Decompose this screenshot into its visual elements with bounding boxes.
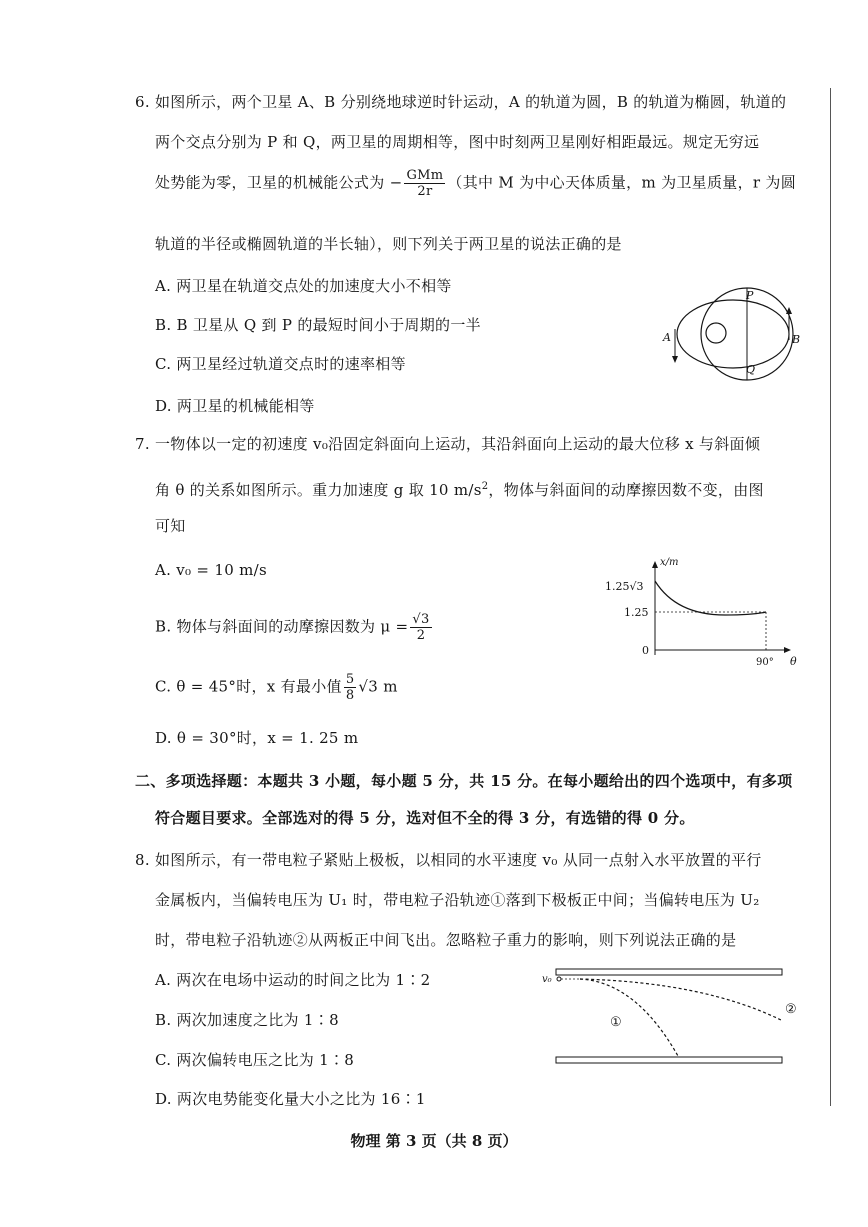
q8-option-d: D. 两次电势能变化量大小之比为 16∶1 bbox=[155, 1090, 426, 1108]
energy-formula-denominator: 2r bbox=[417, 184, 433, 199]
min-numerator: 5 bbox=[345, 672, 355, 687]
particle-icon bbox=[557, 977, 561, 981]
q6-option-d: D. 两卫星的机械能相等 bbox=[155, 397, 315, 415]
v0-label: v₀ bbox=[542, 974, 552, 985]
q6-line-3 bbox=[155, 168, 796, 199]
earth-icon bbox=[706, 323, 726, 343]
y-tick-1-25-sqrt3: 1.25√3 bbox=[605, 580, 644, 593]
q7-line-3: 可知 bbox=[155, 517, 186, 535]
trajectory-1-label: ① bbox=[610, 1015, 622, 1030]
q7-option-c bbox=[155, 672, 398, 703]
q6-option-b: B. B 卫星从 Q 到 P 的最短时间小于周期的一半 bbox=[155, 316, 481, 334]
origin-label: 0 bbox=[642, 644, 649, 657]
q6-line-1: 6. 如图所示，两个卫星 A、B 分别绕地球逆时针运动，A 的轨道为圆，B 的轨道为椭圆，轨道的 bbox=[135, 93, 787, 111]
q6-line-3b: （其中 M 为中心天体质量，m 为卫星质量，r 为圆 bbox=[447, 173, 797, 192]
trajectory-1 bbox=[580, 979, 678, 1056]
q8-line-1: 8. 如图所示，有一带电粒子紧贴上极板，以相同的水平速度 v₀ 从同一点射入水平放置的平行 bbox=[135, 851, 762, 869]
q6-option-a: A. 两卫星在轨道交点处的加速度大小不相等 bbox=[155, 277, 452, 295]
page-footer: 物理 第 3 页（共 8 页） bbox=[350, 1132, 518, 1150]
q7-option-a: A. v₀ = 10 m/s bbox=[155, 561, 267, 579]
q7-line-2a: 角 θ 的关系如图所示。重力加速度 g 取 10 m/s bbox=[155, 481, 482, 499]
lower-plate bbox=[556, 1057, 782, 1063]
q7-option-c-text: C. θ = 45°时，x 有最小值 bbox=[155, 677, 342, 696]
section-2-line-2: 符合题目要求。全部选对的得 5 分，选对但不全的得 3 分，有选错的得 0 分。 bbox=[155, 809, 695, 827]
q7-option-b-text: B. 物体与斜面间的动摩擦因数为 μ = bbox=[155, 617, 409, 636]
y-axis-label: x/m bbox=[660, 557, 679, 568]
label-q: Q bbox=[746, 363, 756, 376]
section-2-line-1: 二、多项选择题：本题共 3 小题，每小题 5 分，共 15 分。在每小题给出的四个选项中，有多项 bbox=[135, 772, 793, 790]
y-axis-arrow-icon bbox=[652, 561, 658, 568]
trajectory-2 bbox=[580, 979, 781, 1020]
energy-formula bbox=[404, 168, 445, 199]
q8-option-c: C. 两次偏转电压之比为 1∶8 bbox=[155, 1051, 355, 1069]
min-fraction bbox=[344, 672, 357, 703]
q7-line-2b: ，物体与斜面间的动摩擦因数不变，由图 bbox=[488, 481, 764, 499]
q6-line-4: 轨道的半径或椭圆轨道的半长轴），则下列关于两卫星的说法正确的是 bbox=[155, 235, 622, 253]
q7-option-d: D. θ = 30°时，x = 1. 25 m bbox=[155, 729, 359, 747]
x-tick-90: 90° bbox=[756, 657, 774, 668]
q7-option-b bbox=[155, 612, 434, 643]
label-b: B bbox=[792, 333, 801, 346]
q6-line-3a: 处势能为零，卫星的机械能公式为 − bbox=[155, 173, 403, 192]
mu-numerator: √3 bbox=[412, 612, 430, 627]
mu-denominator: 2 bbox=[416, 628, 426, 643]
min-denominator: 8 bbox=[345, 688, 355, 703]
q8-line-3: 时，带电粒子沿轨迹②从两板正中间飞出。忽略粒子重力的影响，则下列说法正确的是 bbox=[155, 931, 737, 949]
q6-option-c: C. 两卫星经过轨道交点时的速率相等 bbox=[155, 355, 406, 373]
upper-plate bbox=[556, 969, 782, 975]
x-axis-arrow-icon bbox=[784, 647, 791, 653]
q8-option-a: A. 两次在电场中运动的时间之比为 1∶2 bbox=[155, 971, 431, 989]
y-tick-1-25: 1.25 bbox=[624, 606, 649, 619]
x-theta-curve bbox=[655, 581, 766, 615]
x-theta-graph bbox=[600, 555, 810, 674]
orbit-diagram bbox=[655, 285, 805, 389]
trajectory-2-label: ② bbox=[785, 1002, 797, 1017]
q7-line-2 bbox=[155, 477, 764, 500]
x-axis-label: θ bbox=[790, 655, 797, 668]
label-a: A bbox=[663, 331, 671, 344]
arrow-head-a-icon bbox=[672, 356, 678, 363]
q7-line-2-sup: 2 bbox=[481, 481, 489, 492]
capacitor-diagram bbox=[538, 960, 808, 1074]
q6-line-2: 两个交点分别为 P 和 Q，两卫星的周期相等，图中时刻两卫星刚好相距最远。规定无穷远 bbox=[155, 133, 760, 151]
elliptical-orbit-b bbox=[677, 300, 789, 368]
mu-fraction bbox=[410, 612, 431, 643]
q7-option-c-tail: √3 m bbox=[358, 677, 398, 696]
label-p: P bbox=[746, 289, 754, 302]
q8-line-2: 金属板内，当偏转电压为 U₁ 时，带电粒子沿轨迹①落到下极板正中间；当偏转电压为 U₂ bbox=[155, 891, 760, 909]
q8-option-b: B. 两次加速度之比为 1∶8 bbox=[155, 1011, 339, 1029]
energy-formula-numerator: GMm bbox=[406, 168, 444, 183]
q7-line-1: 7. 一物体以一定的初速度 v₀沿固定斜面向上运动，其沿斜面向上运动的最大位移 x 与斜面倾 bbox=[135, 435, 761, 453]
margin-line bbox=[830, 88, 831, 1106]
